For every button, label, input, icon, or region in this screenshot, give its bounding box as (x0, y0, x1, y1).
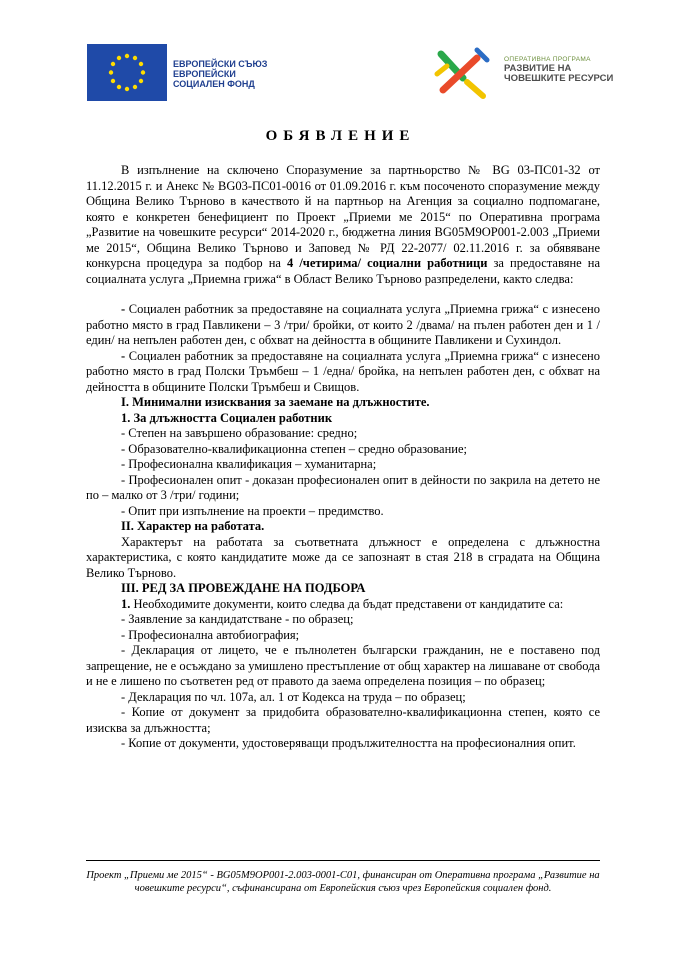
intro-bold: 4 /четирима/ социални работници (287, 256, 488, 270)
document-item: - Копие от документ за придобита образователно-квалификационна степен, която се изисква за длъжността; (86, 705, 600, 735)
requirement-item: - Опит при изпълнение на проекти – предимство. (121, 503, 384, 518)
op-name-line-2: ЧОВЕШКИТЕ РЕСУРСИ (504, 73, 614, 84)
position-paragraph-1: - Социален работник за предоставяне на социалната услуга „Приемна грижа“ с изнесено работно място в град Павликени – 3 /три/ бройки, от които 2 /двама/ на пълен работен ден и 1 /един/ на непълен работен ден, с обхват на дейността в общините Павликени и Сухиндол. (86, 302, 600, 347)
document-item: - Заявление за кандидатстване - по образец; (121, 612, 354, 626)
section-3-heading-text: III. РЕД ЗА ПРОВЕЖДАНЕ НА ПОДБОРА (121, 581, 366, 595)
section-3-lead-num: 1. (121, 596, 131, 611)
section-3-lead (86, 597, 600, 613)
document-item: - Професионална автобиография; (121, 627, 300, 642)
intro-paragraph (86, 163, 600, 287)
document-title: ОБЯВЛЕНИЕ (265, 128, 416, 144)
requirement-item: - Образователно-квалификационна степен – средно образование; (121, 441, 467, 456)
op-program-name (504, 64, 613, 84)
section-2-heading (86, 519, 600, 535)
op-name-line-1: РАЗВИТИЕ НА (504, 63, 572, 74)
eu-flag-logo (87, 44, 167, 101)
document-item: - Декларация по чл. 107а, ал. 1 от Кодекса на труда – по образец; (121, 689, 466, 704)
requirement-item: - Професионална квалификация – хуманитарна; (121, 457, 377, 471)
document-item: - Копие от документи, удостоверяващи продължителността на професионалния опит. (121, 736, 576, 750)
section-1-heading-text: I. Минимални изисквания за заемане на длъжностите. (121, 395, 430, 409)
position-2-text: Социален работник за предоставяне на социалната услуга „Приемна грижа“ с изнесено работно място в град Полски Тръмбеш – 1 /една/ бройка, на непълен работен ден, с обхват на дейността в общините Полски Тръмбеш и Свищов. (86, 348, 600, 394)
document-body (86, 163, 600, 752)
requirement-item: - Професионален опит - доказан професионален опит в дейности по закрила на детето не по – малко от 3 /три/ години; (86, 472, 600, 502)
footer-divider (86, 860, 600, 861)
footer-text: Проект „Приеми ме 2015“ - BG05M9OP001-2.003-0001-C01, финансиран от Оперативна програма „Развитие на човешките ресурси“, съфинансирана от Европейския съюз чрез Европейския социален фонд. (86, 870, 600, 894)
eu-text-line-2: ЕВРОПЕЙСКИ (173, 69, 236, 79)
document-item: - Декларация от лицето, че е пълнолетен български гражданин, не е поставено под запрещение, не е осъждано за умишлено престъпление от общ характер на лишаване от свобода и не е лишено по съответен ред от правото да заема определена позиция – по образец; (86, 643, 600, 688)
eu-logo-text (173, 59, 267, 89)
op-program-label: ОПЕРАТИВНА ПРОГРАМА (504, 56, 591, 63)
section-3-heading (86, 581, 600, 597)
section-1-subheading-text: 1. За длъжността Социален работник (121, 410, 333, 425)
section-1-subheading (86, 411, 600, 427)
section-2-text: Характерът на работата за съответната длъжност е определена с длъжностна характеристика, с която кандидатите може да се запознаят в стая 218 в сградата на Община Велико Търново. (86, 534, 600, 580)
intro-text: В изпълнение на сключено Споразумение за партньорство № BG 03-ПС01-32 от 11.12.2015 г. и Анекс № BG03-ПС01-0016 от 01.09.2016 г. към посоченото споразумение между Община Велико Търново в качеството й на партньор на Агенция за социално подпомагане, която е конкретен бенефициент по Проект „Приеми ме 2015“ по Оперативна програма „Развитие на човешките ресурси“ 2014-2020 г., бюджетна линия BG05M9OP001-2.003 „Приеми ме 2015“, Община Велико Търново и Заповед № РД 22-2077/ 02.11.2016 г. за обявяване конкурсна процедура за подбор на (86, 163, 600, 270)
section-2-heading-text: II. Характер на работата. (121, 519, 265, 533)
requirement-item: - Степен на завършено образование: средно; (121, 426, 358, 440)
eu-text-line-3: СОЦИАЛЕН ФОНД (173, 79, 255, 89)
op-hr-logo (433, 44, 491, 106)
section-3-lead-text: Необходимите документи, които следва да бъдат представени от кандидатите са: (130, 596, 564, 611)
intro-tail: за предоставяне на социалната услуга „Приемна грижа“ в Област Велико Търново разпределени, както следва: (86, 256, 600, 286)
section-1-heading (86, 395, 600, 411)
position-1-text: Социален работник за предоставяне на социалната услуга „Приемна грижа“ с изнесено работно място в град Павликени – 3 /три/ бройки, от които 2 /двама/ на пълен работен ден и 1 /един/ на непълен работен ден, с обхват на дейността в общините Павликени и Сухиндол. (86, 302, 600, 347)
eu-text-line-1: ЕВРОПЕЙСКИ СЪЮЗ (173, 59, 268, 69)
position-paragraph-2: - Социален работник за предоставяне на социалната услуга „Приемна грижа“ с изнесено работно място в град Полски Тръмбеш – 1 /една/ бройка, на непълен работен ден, с обхват на дейността в общините Полски Тръмбеш и Свищов. (86, 348, 600, 394)
